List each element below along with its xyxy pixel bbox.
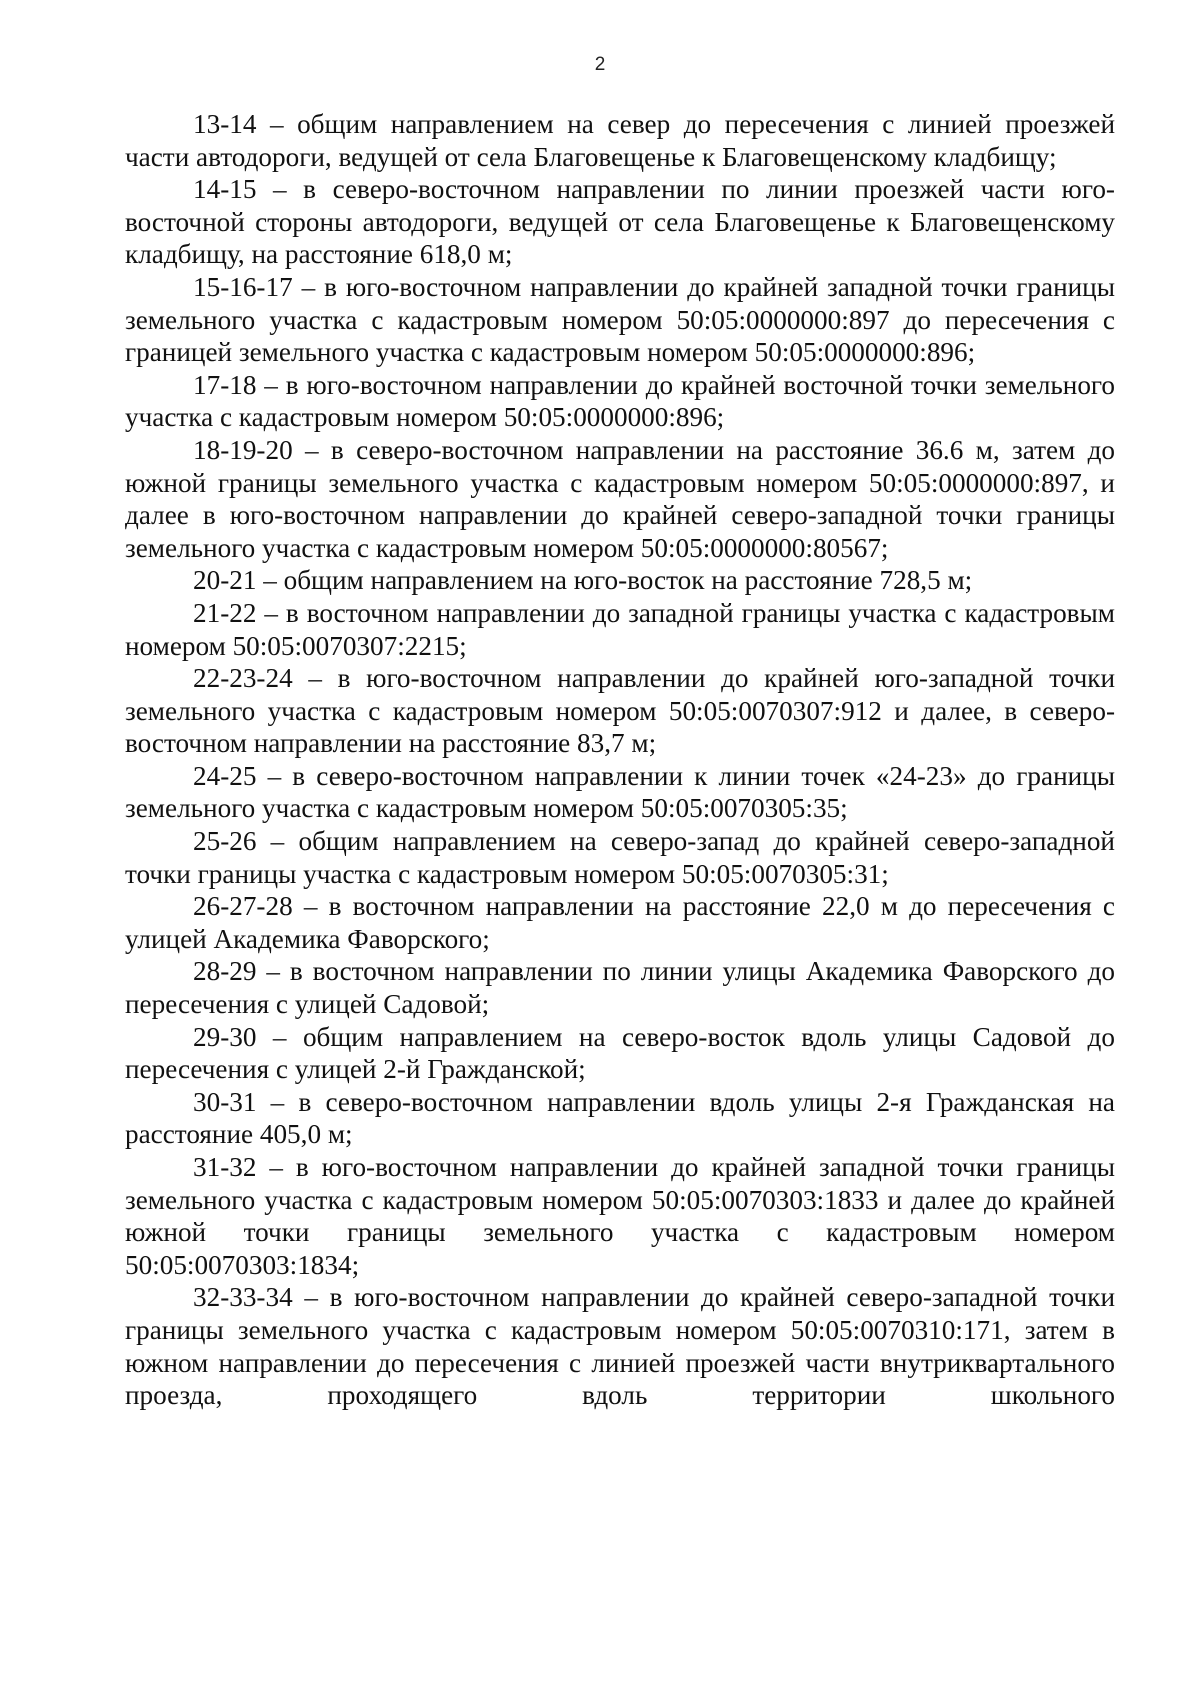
- boundary-segment-32-34: 32-33-34 – в юго-восточном направлении до крайней северо-западной точки границы земельного участка с кадастровым номером 50:05:0070310:171, затем в южном направлении до пересечения с линией проезжей части внутриквартального проезда, проходящего вдоль территории школьного: [125, 1282, 1115, 1411]
- page-number: 2: [594, 54, 606, 75]
- boundary-segment-22-24: 22-23-24 – в юго-восточном направлении до крайней юго-западной точки земельного участка с кадастровым номером 50:05:0070307:912 и далее, в северо-восточном направлении на расстояние 83,7 м;: [125, 663, 1115, 759]
- boundary-segment-26-28: 26-27-28 – в восточном направлении на расстояние 22,0 м до пересечения с улицей Академика Фаворского;: [125, 891, 1115, 954]
- boundary-segment-18-20: 18-19-20 – в северо-восточном направлении на расстояние 36.6 м, затем до южной границы земельного участка с кадастровым номером 50:05:0000000:897, и далее в юго-восточном направлении до крайней северо-западной точки границы земельного участка с кадастровым номером 50:05:0000000:80567;: [125, 434, 1115, 563]
- boundary-segment-25-26: 25-26 – общим направлением на северо-запад до крайней северо-западной точки границы участка с кадастровым номером 50:05:0070305:31;: [125, 826, 1115, 889]
- boundary-segment-30-31: 30-31 – в северо-восточном направлении вдоль улицы 2-я Гражданская на расстояние 405,0 м;: [125, 1086, 1115, 1150]
- boundary-segment-20-21: 20-21 – общим направлением на юго-восток на расстояние 728,5 м;: [193, 565, 973, 596]
- document-body: [125, 108, 1115, 1412]
- boundary-segment-24-25: 24-25 – в северо-восточном направлении к линии точек «24-23» до границы земельного участка с кадастровым номером 50:05:0070305:35;: [125, 760, 1115, 824]
- boundary-segment-29-30: 29-30 – общим направлением на северо-восток вдоль улицы Садовой до пересечения с улицей 2-й Гражданской;: [125, 1021, 1115, 1085]
- boundary-segment-17-18: 17-18 – в юго-восточном направлении до крайней восточной точки земельного участка с кадастровым номером 50:05:0000000:896;: [125, 369, 1115, 433]
- boundary-segment-13-14: 13-14 – общим направлением на север до пересечения с линией проезжей части автодороги, ведущей от села Благовещенье к Благовещенскому кладбищу;: [125, 109, 1115, 172]
- boundary-segment-28-29: 28-29 – в восточном направлении по линии улицы Академика Фаворского до пересечения с улицей Садовой;: [125, 956, 1115, 1020]
- boundary-segment-15-17: 15-16-17 – в юго-восточном направлении до крайней западной точки границы земельного участка с кадастровым номером 50:05:0000000:897 до пересечения с границей земельного участка с кадастровым номером 50:05:0000000:896;: [125, 271, 1115, 368]
- boundary-segment-31-32: 31-32 – в юго-восточном направлении до крайней западной точки границы земельного участка с кадастровым номером 50:05:0070303:1833 и далее до крайней южной точки границы земельного участка с кадастровым номером 50:05:0070303:1834;: [125, 1152, 1115, 1280]
- boundary-segment-21-22: 21-22 – в восточном направлении до западной границы участка с кадастровым номером 50:05:0070307:2215;: [125, 597, 1115, 661]
- boundary-segment-14-15: 14-15 – в северо-восточном направлении по линии проезжей части юго-восточной стороны автодороги, ведущей от села Благовещенье к Благовещенскому кладбищу, на расстояние 618,0 м;: [125, 174, 1115, 270]
